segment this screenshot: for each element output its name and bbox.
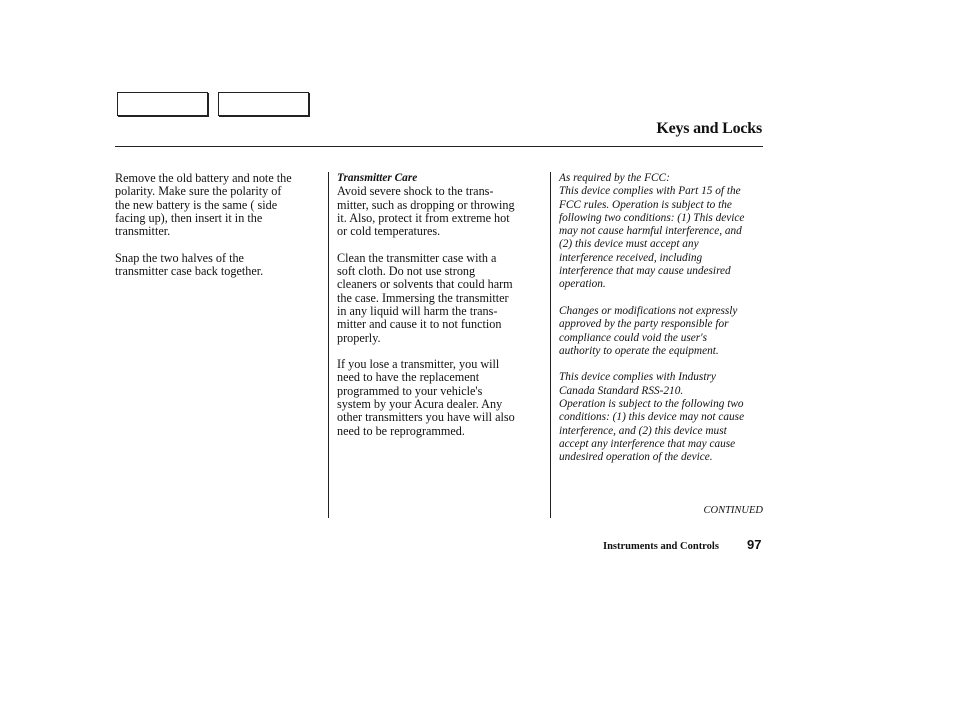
nav-box-left[interactable] <box>117 92 208 116</box>
column-left <box>115 172 320 292</box>
nav-box-right[interactable] <box>218 92 309 116</box>
paragraph: Clean the transmitter case with a soft cloth. Do not use strong cleaners or solvents that could harm the case. Immersing the transmitter in any liquid will harm the trans- mitter and cause it to not function properly. <box>337 250 513 345</box>
paragraph: Snap the two halves of the transmitter case back together. <box>115 250 264 279</box>
paragraph: Avoid severe shock to the trans- mitter, such as dropping or throwing it. Also, protect it from extreme hot or cold temperatures. <box>337 184 515 239</box>
page-title: Keys and Locks <box>656 120 762 137</box>
paragraph: Remove the old battery and note the polarity. Make sure the polarity of the new battery is the same ( side facing up), then insert it in the transmitter. <box>115 171 292 239</box>
page-number: 97 <box>747 537 762 552</box>
footer-section-title: Instruments and Controls <box>603 541 719 552</box>
paragraph: If you lose a transmitter, you will need to have the replacement programmed to your vehicle's system by your Acura dealer. Any other transmitters you have will also need to be reprogrammed. <box>337 357 515 438</box>
paragraph: Changes or modifications not expressly approved by the party responsible for compliance could void the user's authority to operate the equipment. <box>559 304 738 357</box>
continued-label: CONTINUED <box>703 505 763 516</box>
paragraph: This device complies with Industry Canada Standard RSS-210. Operation is subject to the following two conditions: (1) this device may not cause interference, and (2) this device must accept any interference that may cause undesired operation of the device. <box>559 371 745 464</box>
paragraph: As required by the FCC: This device complies with Part 15 of the FCC rules. Operation is subject to the following two conditions: (1) This device may not cause harmful interference, and (2) this device must accept any interference received, including interference that may cause undesired operation. <box>559 172 745 291</box>
title-rule <box>115 146 763 147</box>
column-divider <box>328 172 329 518</box>
column-middle <box>337 172 542 451</box>
subheading: Transmitter Care <box>337 172 418 184</box>
column-divider <box>550 172 551 518</box>
column-right <box>559 172 765 478</box>
